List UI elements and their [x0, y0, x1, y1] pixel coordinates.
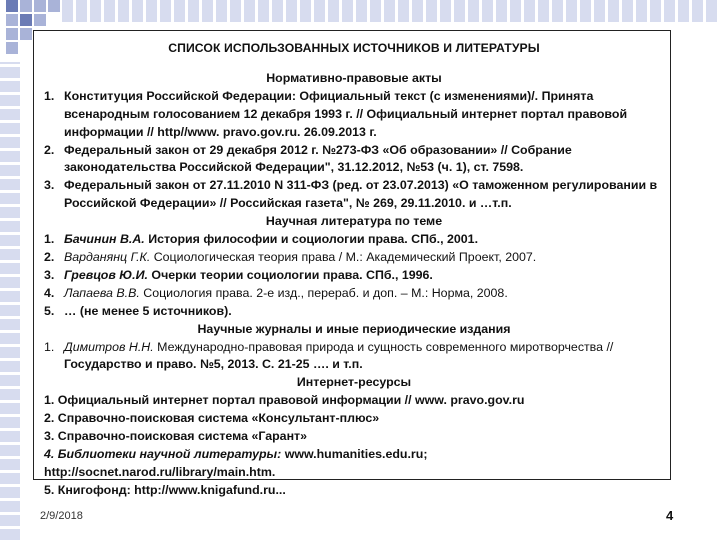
- decor-square: [20, 28, 32, 40]
- decor-top-strip: [62, 0, 720, 22]
- item-text: Конституция Российской Федерации: Официальный текст (с изменениями)/. Принята всенародным голосованием 12 декабря 1993 г. // Официальный интернет портал правовой информации // http//www. pravo.gov.ru. 26.09.2013 г.: [64, 88, 628, 139]
- list-item: [44, 231, 664, 249]
- list-item: [44, 267, 664, 285]
- decor-left-strip: [0, 62, 20, 540]
- list-item: [44, 446, 664, 464]
- item-number: 3.: [44, 267, 55, 282]
- item-author: Бачинин В.А.: [64, 232, 145, 247]
- page-title: СПИСОК ИСПОЛЬЗОВАННЫХ ИСТОЧНИКОВ И ЛИТЕРАТУРЫ: [168, 41, 540, 55]
- list-item: http://socnet.narod.ru/library/main.htm.: [44, 464, 276, 479]
- item-text: … (не менее 5 источников).: [64, 303, 232, 318]
- list-item: 3. Справочно-поисковая система «Гарант»: [44, 429, 308, 444]
- item-number: 2.: [44, 249, 55, 264]
- list-item: [44, 303, 664, 321]
- list-item: [44, 88, 664, 142]
- list-item: [44, 142, 664, 178]
- decor-square: [6, 42, 18, 54]
- item-author: Димитров Н.Н.: [64, 339, 154, 354]
- item-author: Лапаева В.В.: [64, 285, 140, 300]
- list-item: 5. Книгофонд: http://www.knigafund.ru...: [44, 482, 286, 497]
- decor-square: [6, 28, 18, 40]
- item-text: Социология права. 2-е изд., перераб. и доп. – М.: Норма, 2008.: [139, 285, 508, 300]
- item-text: История философии и социологии права. СПб., 2001.: [144, 232, 479, 247]
- decor-square: [6, 14, 18, 26]
- footer-date: 2/9/2018: [40, 510, 83, 522]
- section-heading-normative: Нормативно-правовые акты: [266, 70, 442, 85]
- page-number: 4: [666, 508, 674, 523]
- section-heading-scientific: Научная литература по теме: [265, 214, 443, 229]
- decor-square: [34, 14, 46, 26]
- item-number: 4.: [44, 285, 55, 300]
- item-source: Государство и право. №5, 2013. С. 21-25 …. и т.п.: [64, 357, 363, 372]
- list-item: [44, 285, 664, 303]
- item-number: 1.: [44, 339, 55, 354]
- decor-square: [6, 0, 18, 12]
- item-text: Международно-правовая природа и сущность современного миротворчества //: [153, 339, 614, 354]
- decor-square: [34, 0, 46, 12]
- item-number: 5.: [44, 303, 55, 318]
- item-text: Федеральный закон от 29 декабря 2012 г. №273-ФЗ «Об образовании» // Собрание законодательства Российской Федерации", 31.12.2012, №53 (ч. 1), ст. 7598.: [64, 142, 572, 175]
- item-author: Гревцов Ю.И.: [64, 267, 148, 282]
- item-number: 2.: [44, 142, 55, 157]
- decor-square: [20, 0, 32, 12]
- item-author: Варданянц Г.К.: [64, 249, 151, 264]
- item-text: Социологическая теория права / М.: Академический Проект, 2007.: [150, 249, 537, 264]
- item-text: Очерки теории социологии права. СПб., 1996.: [147, 267, 433, 282]
- section-heading-journals: Научные журналы и иные периодические издания: [197, 321, 511, 336]
- item-number: 1.: [44, 232, 55, 247]
- list-item: [44, 249, 664, 267]
- bibliography: [44, 36, 664, 500]
- item-label: 4. Библиотеки научной литературы:: [44, 446, 282, 461]
- item-text: www.humanities.edu.ru;: [281, 446, 428, 461]
- item-number: 1.: [44, 88, 55, 103]
- item-number: 3.: [44, 178, 55, 193]
- list-item: 1. Официальный интернет портал правовой информации // www. pravo.gov.ru: [44, 393, 525, 408]
- list-item: 2. Справочно-поисковая система «Консультант-плюс»: [44, 411, 380, 426]
- decor-square: [20, 14, 32, 26]
- list-item: [44, 177, 664, 213]
- section-heading-internet: Интернет-ресурсы: [296, 375, 412, 390]
- item-text: Федеральный закон от 27.11.2010 N 311-ФЗ (ред. от 23.07.2013) «О таможенном регулировании в Российской Федерации» // Российская газета", № 269, 29.11.2010. и …т.п.: [64, 178, 658, 211]
- decor-square: [48, 0, 60, 12]
- list-item: [44, 339, 664, 375]
